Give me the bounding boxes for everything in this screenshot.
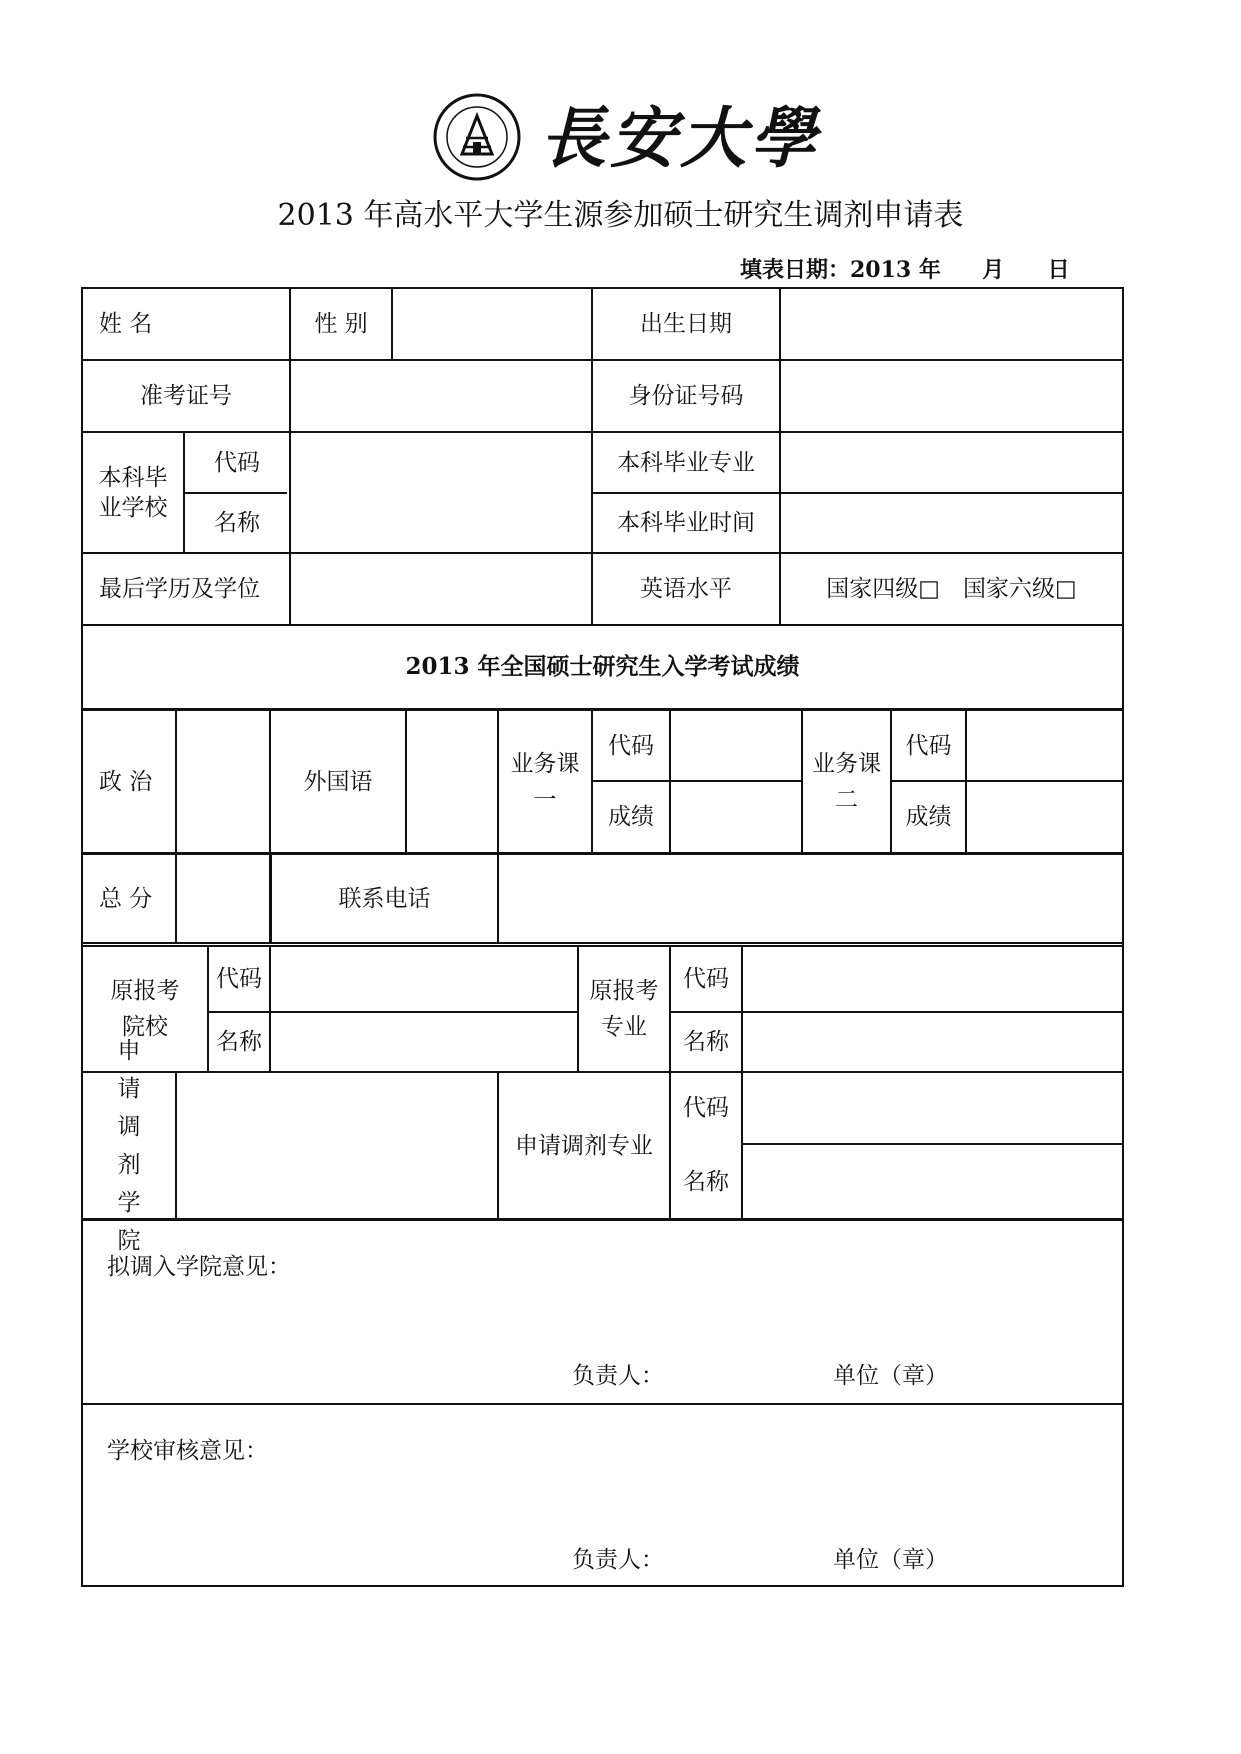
original-school-code-label: 代码 bbox=[216, 966, 262, 992]
apply-college-label: 申请调剂学院 bbox=[117, 1037, 141, 1254]
apply-college-input[interactable] bbox=[177, 1073, 497, 1218]
course1-label: 业务课一 bbox=[510, 750, 580, 813]
course2-code-input[interactable] bbox=[967, 711, 1122, 780]
english-options[interactable]: 国家四级□ 国家六级□ bbox=[826, 576, 1077, 602]
fill-date-label: 填表日期：2013 年 bbox=[740, 257, 941, 283]
undergrad-name-label: 名称 bbox=[214, 510, 260, 536]
undergrad-time-label: 本科毕业时间 bbox=[617, 510, 755, 536]
exam-id-label: 准考证号 bbox=[140, 383, 232, 409]
school-unit-stamp-label: 单位（章） bbox=[833, 1547, 948, 1573]
course2-label: 业务课二 bbox=[812, 750, 881, 813]
course1-code-label: 代码 bbox=[608, 732, 654, 759]
last-degree-label: 最后学历及学位 bbox=[99, 576, 260, 602]
college-unit-stamp-label: 单位（章） bbox=[833, 1363, 948, 1389]
course2-score-input[interactable] bbox=[967, 782, 1122, 852]
original-major-name-input[interactable] bbox=[743, 1013, 1122, 1071]
original-major-name-label: 名称 bbox=[683, 1029, 729, 1055]
total-score-input[interactable] bbox=[177, 855, 269, 942]
undergrad-major-input[interactable] bbox=[781, 433, 1122, 492]
apply-major-label: 申请调剂专业 bbox=[515, 1132, 653, 1159]
course1-code-input[interactable] bbox=[671, 711, 801, 780]
fill-date-day: 日 bbox=[1047, 257, 1070, 283]
foreign-language-score-input[interactable] bbox=[407, 711, 497, 852]
last-degree-input[interactable] bbox=[291, 554, 591, 624]
fill-date-month: 月 bbox=[982, 257, 1005, 283]
apply-major-code-input[interactable] bbox=[743, 1073, 1122, 1143]
id-card-input[interactable] bbox=[781, 361, 1122, 431]
name-label: 姓 名 bbox=[99, 311, 153, 337]
original-school-code-input[interactable] bbox=[271, 947, 577, 1011]
id-card-label: 身份证号码 bbox=[628, 383, 744, 409]
course1-score-input[interactable] bbox=[671, 782, 801, 852]
original-school-name-label: 名称 bbox=[216, 1029, 262, 1055]
college-opinion-area[interactable]: 拟调入学院意见： bbox=[107, 1254, 291, 1280]
foreign-language-label: 外国语 bbox=[303, 768, 373, 795]
course1-score-label: 成绩 bbox=[608, 804, 654, 830]
original-school-name-input[interactable] bbox=[271, 1013, 577, 1071]
apply-major-name-label: 名称 bbox=[683, 1168, 729, 1195]
undergrad-name-input[interactable] bbox=[291, 494, 591, 552]
school-opinion-area[interactable]: 学校审核意见： bbox=[107, 1438, 268, 1464]
total-score-label: 总 分 bbox=[99, 885, 153, 912]
english-label: 英语水平 bbox=[640, 576, 732, 602]
politics-score-input[interactable] bbox=[177, 711, 269, 852]
original-major-code-input[interactable] bbox=[743, 947, 1122, 1011]
birth-date-label: 出生日期 bbox=[640, 311, 732, 337]
course2-code-label: 代码 bbox=[905, 732, 952, 759]
exam-id-input[interactable] bbox=[291, 361, 591, 431]
politics-label: 政 治 bbox=[99, 768, 153, 795]
undergrad-school-label: 本科毕业学校 bbox=[98, 464, 168, 521]
phone-label: 联系电话 bbox=[338, 885, 431, 912]
phone-input[interactable] bbox=[499, 855, 1122, 942]
undergrad-code-label: 代码 bbox=[214, 449, 260, 476]
page-title: 2013 年高水平大学生源参加硕士研究生调剂申请表 bbox=[277, 198, 964, 233]
university-wordmark: 長安大學 bbox=[540, 99, 820, 177]
undergrad-code-input[interactable] bbox=[291, 433, 591, 492]
name-input[interactable] bbox=[183, 289, 289, 359]
original-major-code-label: 代码 bbox=[683, 966, 729, 992]
apply-major-code-label: 代码 bbox=[683, 1095, 729, 1121]
original-major-label: 原报考专业 bbox=[589, 978, 659, 1040]
birth-date-input[interactable] bbox=[781, 289, 1122, 359]
apply-major-name-input[interactable] bbox=[743, 1145, 1122, 1218]
college-responsible-label: 负责人： bbox=[572, 1363, 664, 1389]
original-school-label: 原报考院校 bbox=[110, 978, 180, 1040]
exam-scores-title: 2013 年全国硕士研究生入学考试成绩 bbox=[405, 653, 800, 680]
undergrad-time-input[interactable] bbox=[781, 494, 1122, 552]
undergrad-major-label: 本科毕业专业 bbox=[617, 449, 755, 476]
gender-label: 性 别 bbox=[314, 311, 368, 337]
school-responsible-label: 负责人： bbox=[572, 1547, 664, 1573]
gender-input[interactable] bbox=[393, 289, 591, 359]
course2-score-label: 成绩 bbox=[905, 804, 952, 830]
